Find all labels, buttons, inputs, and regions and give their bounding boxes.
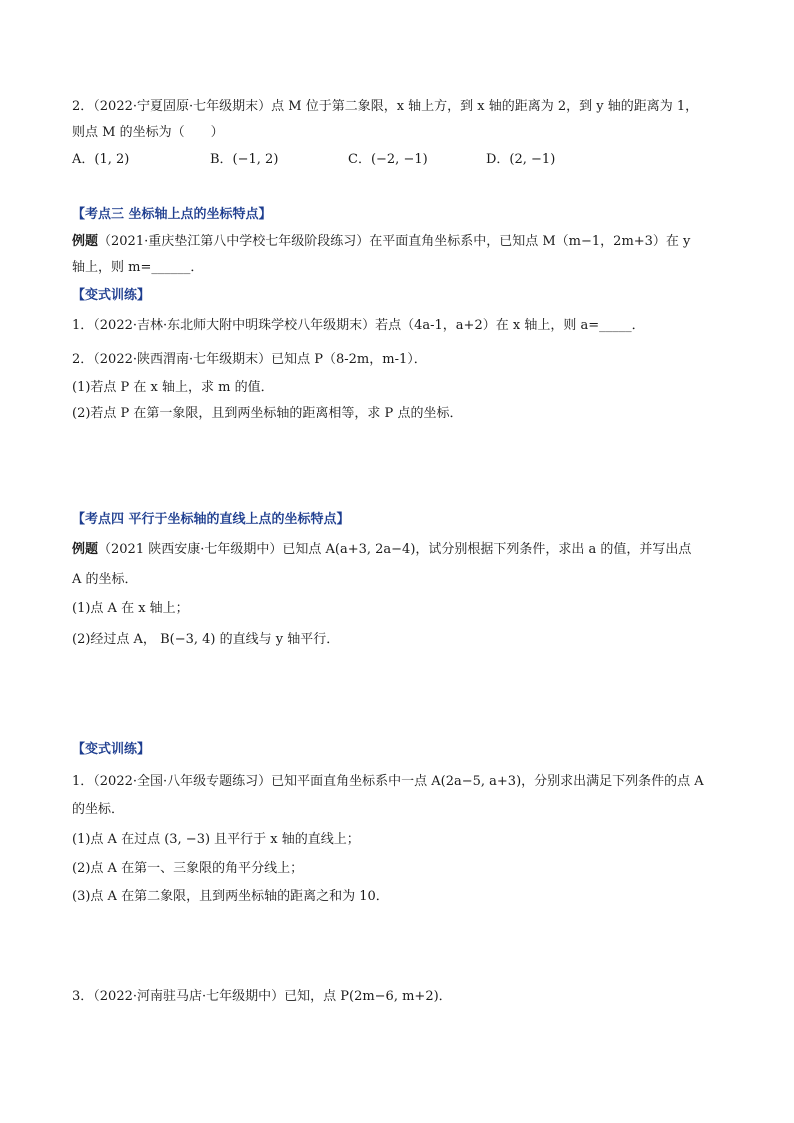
- q2-option-d: D．(2, −1): [486, 152, 556, 167]
- section4-practice1-line2: 的坐标．: [72, 802, 125, 817]
- section3-example-line2: 轴上，则 m=______．: [72, 260, 204, 275]
- section4-practice-heading: 【变式训练】: [72, 742, 151, 757]
- section3-heading: 【考点三 坐标轴上点的坐标特点】: [72, 207, 272, 222]
- section4-practice1-part3: (3)点 A 在第二象限，且到两坐标轴的距离之和为 10．: [72, 889, 389, 904]
- q2-option-c: C．(−2, −1): [348, 152, 428, 167]
- example-label: 例题: [72, 234, 99, 249]
- section4-practice1-line1: 1．（2022·全国·八年级专题练习）已知平面直角坐标系中一点 A(2a−5, a+3)，分别求出满足下列条件的点 A: [72, 774, 704, 789]
- section4-example-line1: [72, 540, 722, 560]
- section3-example-line1: [72, 232, 722, 252]
- section4-example-part1: (1)点 A 在 x 轴上；: [72, 601, 189, 616]
- section3-practice1: 1．（2022·吉林·东北师大附中明珠学校八年级期末）若点（4a-1，a+2）在 x 轴上，则 a=_____．: [72, 318, 645, 333]
- example-label: 例题: [72, 542, 99, 557]
- section3-practice2: 2．（2022·陕西渭南·七年级期末）已知点 P（8-2m，m-1）．: [72, 352, 427, 367]
- q2-option-b: B．(−1, 2): [210, 152, 279, 167]
- section4-practice1-part2: (2)点 A 在第一、三象限的角平分线上；: [72, 861, 304, 876]
- section4-practice1-part1: (1)点 A 在过点 (3, −3) 且平行于 x 轴的直线上；: [72, 832, 360, 847]
- section4-heading: 【考点四 平行于坐标轴的直线上点的坐标特点】: [72, 512, 350, 527]
- section4-practice3: 3．（2022·河南驻马店·七年级期中）已知，点 P(2m−6, m+2)．: [72, 989, 452, 1004]
- section3-example-text1: （2021·重庆垫江第八中学校七年级阶段练习）在平面直角坐标系中，已知点 M（m−1，2m+3）在 y: [98, 234, 691, 249]
- section3-practice2-part1: (1)若点 P 在 x 轴上，求 m 的值．: [72, 380, 274, 395]
- section4-example-text1: （2021 陕西安康·七年级期中）已知点 A(a+3, 2a−4)，试分别根据下列条件，求出 a 的值，并写出点: [98, 542, 692, 557]
- section3-practice2-part2: (2)若点 P 在第一象限，且到两坐标轴的距离相等，求 P 点的坐标．: [72, 406, 463, 421]
- q2-option-a: A．(1, 2): [72, 152, 130, 167]
- section3-practice-heading: 【变式训练】: [72, 288, 151, 303]
- section4-example-part2: (2)经过点 A， B(−3, 4) 的直线与 y 轴平行．: [72, 632, 340, 647]
- q2-line1: 2．（2022·宁夏固原·七年级期末）点 M 位于第二象限，x 轴上方，到 x 轴的距离为 2，到 y 轴的距离为 1，: [72, 99, 699, 114]
- q2-line2: 则点 M 的坐标为（ ）: [72, 125, 224, 140]
- section4-example-line2: A 的坐标．: [72, 572, 138, 587]
